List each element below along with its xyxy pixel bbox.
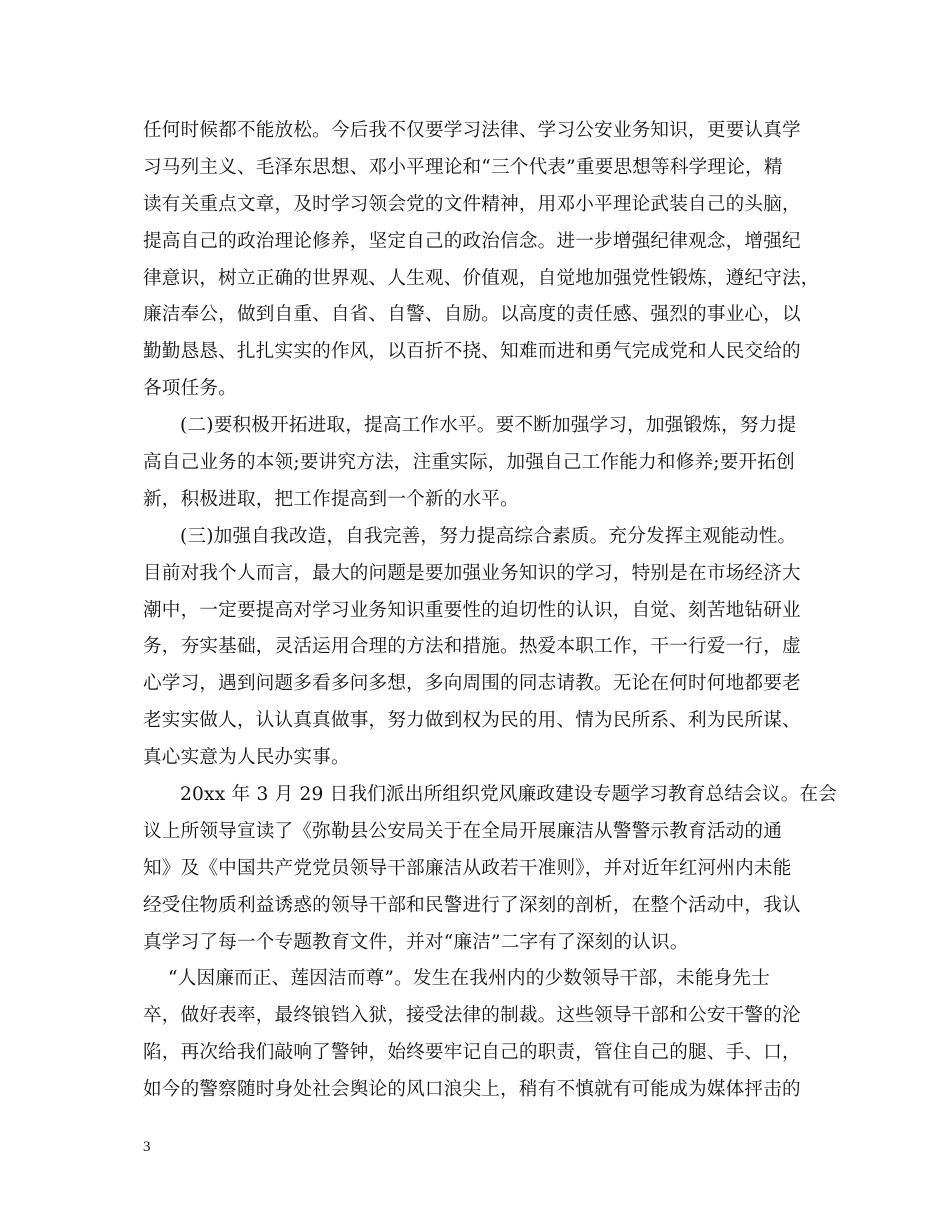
text-line: 潮中，一定要提高对学习业务知识重要性的迫切性的认识，自觉、刻苦地钻研业 (143, 599, 801, 621)
text-line: 如今的警察随时身处社会舆论的风口浪尖上，稍有不慎就有可能成为媒体抨击的 (143, 1079, 801, 1101)
page-number: 3 (143, 1139, 151, 1155)
text-line: 勤勤恳恳、扎扎实实的作风，以百折不挠、知难而进和勇气完成党和人民交给的 (143, 341, 801, 363)
text-line: 真心实意为人民办实事。 (143, 747, 350, 769)
text-line: 新，积极进取，把工作提高到一个新的水平。 (143, 488, 519, 510)
text-line: 廉洁奉公，做到自重、自省、自警、自励。以高度的责任感、强烈的事业心，以 (143, 304, 801, 326)
text-line: 真学习了每一个专题教育文件，并对“廉洁”二字有了深刻的认识。 (143, 931, 689, 953)
paragraph-start-line: “人因廉而正、莲因洁而尊”。发生在我州内的少数领导干部，未能身先士 (168, 968, 771, 990)
paragraph-start-line: (三)加强自我改造，自我完善，努力提高综合素质。充分发挥主观能动性。 (180, 525, 797, 547)
text-line: 提高自己的政治理论修养，坚定自己的政治信念。进一步增强纪律观念，增强纪 (143, 230, 801, 252)
text-line: 读有关重点文章，及时学习领会党的文件精神，用邓小平理论武装自己的头脑， (143, 193, 801, 215)
text-line: 经受住物质利益诱惑的领导干部和民警进行了深刻的剖析，在整个活动中，我认 (143, 894, 801, 916)
paragraph-start-line: (二)要积极开拓进取，提高工作水平。要不断加强学习，加强锻炼，努力提 (180, 415, 797, 437)
text-line: 卒，做好表率，最终锒铛入狱，接受法律的制裁。这些领导干部和公安干警的沦 (143, 1005, 801, 1027)
text-line: 老实实做人，认认真真做事，努力做到权为民的用、情为民所系、利为民所谋、 (143, 710, 801, 732)
text-line: 各项任务。 (143, 378, 237, 400)
paragraph-start-line: 20xx 年 3 月 29 日我们派出所组织党风廉政建设专题学习教育总结会议。在会 (180, 784, 838, 806)
text-line: 心学习，遇到问题多看多问多想，多向周围的同志请教。无论在何时何地都要老 (143, 673, 801, 695)
text-line: 陷，再次给我们敲响了警钟，始终要牢记自己的职责，管住自己的腿、手、口， (143, 1042, 801, 1064)
text-line: 任何时候都不能放松。今后我不仅要学习法律、学习公安业务知识，更要认真学 (143, 120, 801, 141)
document-body (143, 113, 838, 1109)
text-line: 知》及《中国共产党党员领导干部廉洁从政若干准则》，并对近年红河州内未能 (143, 857, 792, 879)
text-line: 议上所领导宣读了《弥勒县公安局关于在全局开展廉洁从警警示教育活动的通 (143, 820, 782, 842)
text-line: 律意识，树立正确的世界观、人生观、价值观，自觉地加强党性锻炼，遵纪守法， (143, 267, 820, 289)
text-line: 目前对我个人而言，最大的问题是要加强业务知识的学习，特别是在市场经济大 (143, 562, 801, 584)
text-line: 习马列主义、毛泽东思想、邓小平理论和“三个代表”重要思想等科学理论，精 (143, 156, 783, 178)
text-line: 务，夯实基础，灵活运用合理的方法和措施。热爱本职工作，干一行爱一行，虚 (143, 636, 801, 658)
text-line: 高自己业务的本领;要讲究方法，注重实际，加强自己工作能力和修养;要开拓创 (143, 452, 795, 474)
